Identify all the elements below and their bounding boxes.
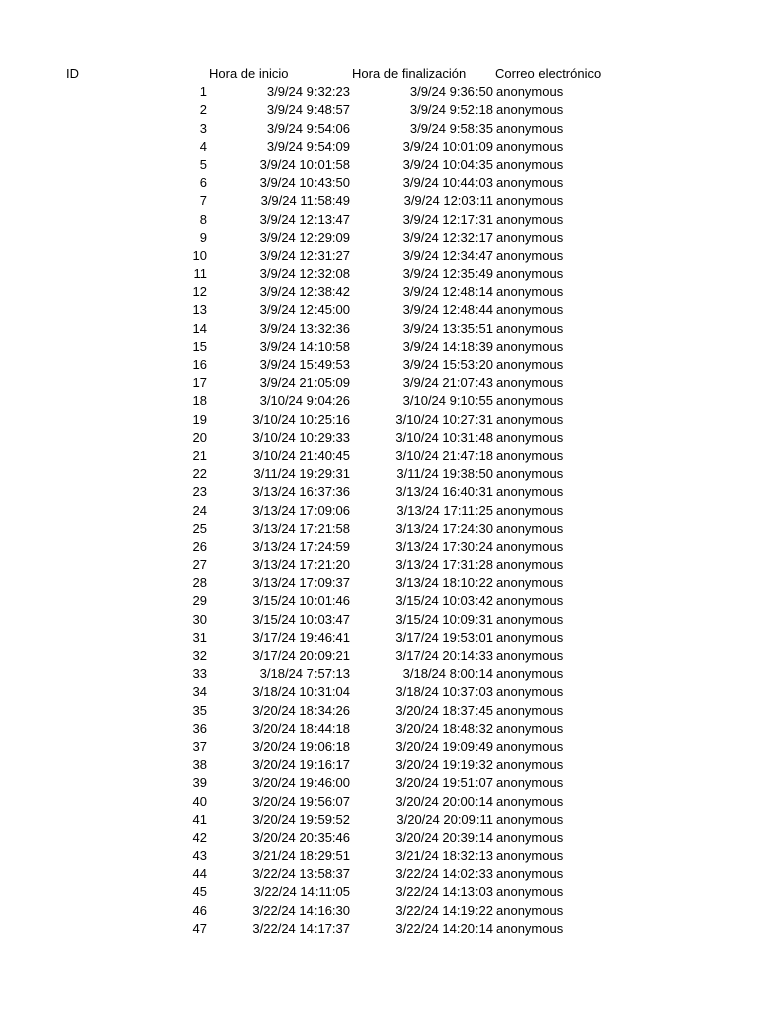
cell-end-time: 3/15/24 10:03:42 — [395, 593, 493, 609]
table-row — [0, 538, 768, 556]
cell-end-time: 3/9/24 12:35:49 — [402, 266, 493, 282]
cell-start-time: 3/20/24 19:46:00 — [252, 775, 350, 791]
cell-start-time: 3/18/24 7:57:13 — [259, 666, 350, 682]
cell-email: anonymous — [496, 302, 564, 318]
cell-email: anonymous — [496, 84, 564, 100]
cell-end-time: 3/9/24 12:03:11 — [403, 193, 493, 209]
table-row — [0, 738, 768, 756]
cell-id: 20 — [192, 429, 207, 445]
cell-end-time: 3/13/24 17:30:24 — [395, 538, 493, 554]
cell-start-time: 3/13/24 17:09:37 — [252, 575, 350, 591]
cell-start-time: 3/20/24 19:16:17 — [252, 757, 350, 773]
cell-end-time: 3/13/24 18:10:22 — [395, 575, 493, 591]
cell-id: 9 — [199, 229, 207, 245]
cell-id: 37 — [192, 738, 207, 754]
cell-start-time: 3/13/24 17:21:20 — [252, 557, 350, 573]
cell-email: anonymous — [496, 175, 564, 191]
table-row — [0, 502, 768, 520]
cell-start-time: 3/11/24 19:29:31 — [253, 466, 350, 482]
cell-id: 47 — [192, 920, 207, 936]
cell-id: 41 — [192, 811, 207, 827]
cell-id: 46 — [192, 902, 207, 918]
cell-email: anonymous — [496, 120, 564, 136]
cell-id: 10 — [192, 247, 207, 263]
cell-end-time: 3/9/24 9:36:50 — [409, 84, 493, 100]
cell-end-time: 3/10/24 10:27:31 — [395, 411, 493, 427]
cell-end-time: 3/20/24 20:39:14 — [395, 829, 493, 845]
table-row — [0, 83, 768, 101]
cell-id: 5 — [199, 156, 207, 172]
table-row — [0, 665, 768, 683]
table-body — [0, 83, 768, 938]
cell-start-time: 3/18/24 10:31:04 — [252, 684, 350, 700]
cell-email: anonymous — [496, 720, 564, 736]
cell-start-time: 3/9/24 12:13:47 — [259, 211, 350, 227]
cell-end-time: 3/20/24 20:00:14 — [395, 793, 493, 809]
table-row — [0, 756, 768, 774]
table-row — [0, 120, 768, 138]
cell-id: 29 — [192, 593, 207, 609]
cell-email: anonymous — [496, 466, 564, 482]
cell-start-time: 3/9/24 12:38:42 — [259, 284, 350, 300]
cell-start-time: 3/10/24 10:25:16 — [252, 411, 350, 427]
cell-end-time: 3/9/24 10:04:35 — [402, 156, 493, 172]
cell-id: 3 — [199, 120, 207, 136]
cell-end-time: 3/17/24 19:53:01 — [395, 629, 493, 645]
cell-email: anonymous — [496, 502, 564, 518]
table-row — [0, 392, 768, 410]
cell-start-time: 3/9/24 12:32:08 — [259, 266, 350, 282]
cell-start-time: 3/20/24 19:56:07 — [252, 793, 350, 809]
cell-end-time: 3/9/24 21:07:43 — [402, 375, 493, 391]
table-row — [0, 138, 768, 156]
cell-email: anonymous — [496, 593, 564, 609]
table-row — [0, 520, 768, 538]
table-row — [0, 483, 768, 501]
cell-start-time: 3/22/24 14:17:37 — [252, 920, 350, 936]
cell-email: anonymous — [496, 866, 564, 882]
cell-id: 44 — [192, 866, 207, 882]
table-row — [0, 283, 768, 301]
cell-end-time: 3/11/24 19:38:50 — [396, 466, 493, 482]
cell-start-time: 3/22/24 14:11:05 — [253, 884, 350, 900]
cell-start-time: 3/20/24 20:35:46 — [252, 829, 350, 845]
cell-id: 21 — [192, 447, 207, 463]
cell-id: 16 — [192, 357, 207, 372]
cell-end-time: 3/13/24 17:31:28 — [395, 557, 493, 573]
cell-email: anonymous — [496, 429, 564, 445]
cell-id: 23 — [192, 484, 207, 500]
table-row — [0, 411, 768, 429]
cell-end-time: 3/22/24 14:02:33 — [395, 866, 493, 882]
cell-email: anonymous — [496, 447, 564, 463]
cell-email: anonymous — [496, 611, 564, 627]
table-row — [0, 374, 768, 392]
cell-end-time: 3/13/24 17:24:30 — [395, 520, 493, 536]
cell-email: anonymous — [496, 848, 564, 864]
cell-end-time: 3/20/24 19:51:07 — [395, 775, 493, 791]
cell-start-time: 3/9/24 9:54:06 — [266, 120, 350, 136]
table-row — [0, 211, 768, 229]
cell-end-time: 3/9/24 12:48:44 — [402, 302, 493, 318]
cell-start-time: 3/20/24 19:06:18 — [252, 738, 350, 754]
cell-start-time: 3/13/24 17:24:59 — [252, 538, 350, 554]
cell-email: anonymous — [496, 520, 564, 536]
cell-end-time: 3/22/24 14:20:14 — [395, 920, 493, 936]
cell-id: 12 — [192, 284, 207, 300]
cell-email: anonymous — [496, 702, 564, 718]
cell-id: 39 — [192, 775, 207, 791]
cell-start-time: 3/9/24 12:45:00 — [259, 302, 350, 318]
cell-start-time: 3/9/24 9:48:57 — [266, 102, 350, 118]
cell-id: 35 — [192, 702, 207, 718]
cell-end-time: 3/9/24 9:52:18 — [409, 102, 493, 118]
cell-id: 33 — [192, 666, 207, 682]
cell-start-time: 3/15/24 10:01:46 — [252, 593, 350, 609]
cell-start-time: 3/10/24 9:04:26 — [259, 393, 350, 409]
header-start-time: Hora de inicio — [209, 66, 289, 81]
table-row — [0, 156, 768, 174]
table-row — [0, 611, 768, 629]
cell-start-time: 3/9/24 11:58:49 — [260, 193, 350, 209]
cell-email: anonymous — [496, 411, 564, 427]
cell-email: anonymous — [496, 829, 564, 845]
cell-end-time: 3/10/24 9:10:55 — [402, 393, 493, 409]
table-row — [0, 847, 768, 865]
cell-start-time: 3/17/24 19:46:41 — [252, 629, 350, 645]
table-row — [0, 720, 768, 738]
cell-id: 17 — [192, 375, 207, 391]
cell-end-time: 3/20/24 19:09:49 — [395, 738, 493, 754]
cell-id: 42 — [192, 829, 207, 845]
table-row — [0, 574, 768, 592]
cell-email: anonymous — [496, 102, 564, 118]
cell-id: 1 — [199, 84, 207, 100]
cell-start-time: 3/15/24 10:03:47 — [252, 611, 350, 627]
cell-id: 8 — [199, 211, 207, 227]
cell-email: anonymous — [496, 538, 564, 554]
header-id: ID — [66, 66, 79, 81]
cell-email: anonymous — [496, 247, 564, 263]
cell-email: anonymous — [496, 884, 564, 900]
cell-end-time: 3/13/24 17:11:25 — [396, 502, 493, 518]
cell-email: anonymous — [496, 320, 564, 336]
table-row — [0, 265, 768, 283]
table-row — [0, 902, 768, 920]
cell-start-time: 3/22/24 14:16:30 — [252, 902, 350, 918]
cell-end-time: 3/9/24 10:01:09 — [402, 138, 493, 154]
cell-email: anonymous — [496, 338, 564, 354]
cell-end-time: 3/15/24 10:09:31 — [395, 611, 493, 627]
cell-email: anonymous — [496, 666, 564, 682]
cell-id: 25 — [192, 520, 207, 536]
cell-end-time: 3/17/24 20:14:33 — [395, 648, 493, 663]
cell-id: 6 — [199, 175, 207, 191]
cell-end-time: 3/9/24 12:34:47 — [402, 247, 493, 263]
cell-end-time: 3/10/24 10:31:48 — [395, 429, 493, 445]
cell-id: 7 — [199, 193, 207, 209]
cell-email: anonymous — [496, 738, 564, 754]
cell-start-time: 3/20/24 19:59:52 — [252, 811, 350, 827]
cell-email: anonymous — [496, 575, 564, 591]
cell-id: 19 — [192, 411, 207, 427]
table-row — [0, 629, 768, 647]
table-row — [0, 811, 768, 829]
table-row — [0, 793, 768, 811]
cell-end-time: 3/13/24 16:40:31 — [395, 484, 493, 500]
table-row — [0, 883, 768, 901]
cell-id: 28 — [192, 575, 207, 591]
cell-start-time: 3/13/24 17:21:58 — [252, 520, 350, 536]
cell-email: anonymous — [496, 557, 564, 573]
cell-end-time: 3/9/24 12:17:31 — [402, 211, 493, 227]
cell-id: 36 — [192, 720, 207, 736]
cell-end-time: 3/20/24 18:48:32 — [395, 720, 493, 736]
cell-email: anonymous — [496, 229, 564, 245]
table-row — [0, 356, 768, 374]
cell-id: 26 — [192, 538, 207, 554]
table-row — [0, 247, 768, 265]
cell-end-time: 3/22/24 14:19:22 — [395, 902, 493, 918]
cell-end-time: 3/9/24 15:53:20 — [402, 357, 493, 372]
table-row — [0, 702, 768, 720]
table-row — [0, 338, 768, 356]
cell-id: 2 — [199, 102, 207, 118]
cell-end-time: 3/20/24 18:37:45 — [395, 702, 493, 718]
cell-start-time: 3/21/24 18:29:51 — [252, 848, 350, 864]
cell-start-time: 3/10/24 21:40:45 — [252, 447, 350, 463]
header-end-time: Hora de finalización — [352, 66, 467, 81]
table-row — [0, 683, 768, 701]
table-row — [0, 647, 768, 665]
table-row — [0, 774, 768, 792]
cell-end-time: 3/18/24 10:37:03 — [395, 684, 493, 700]
cell-end-time: 3/20/24 19:19:32 — [395, 757, 493, 773]
cell-end-time: 3/9/24 12:48:14 — [402, 284, 493, 300]
cell-email: anonymous — [496, 484, 564, 500]
cell-start-time: 3/9/24 9:32:23 — [266, 84, 350, 100]
cell-id: 22 — [192, 466, 207, 482]
cell-email: anonymous — [496, 757, 564, 773]
cell-email: anonymous — [496, 684, 564, 700]
cell-start-time: 3/9/24 12:31:27 — [259, 247, 350, 263]
cell-end-time: 3/9/24 10:44:03 — [402, 175, 493, 191]
cell-start-time: 3/20/24 18:44:18 — [252, 720, 350, 736]
cell-start-time: 3/22/24 13:58:37 — [252, 866, 350, 882]
cell-email: anonymous — [496, 156, 564, 172]
cell-start-time: 3/20/24 18:34:26 — [252, 702, 350, 718]
cell-end-time: 3/21/24 18:32:13 — [395, 848, 493, 864]
table-row — [0, 465, 768, 483]
cell-end-time: 3/9/24 14:18:39 — [402, 338, 493, 354]
cell-id: 14 — [192, 320, 207, 336]
table-row — [0, 101, 768, 119]
cell-email: anonymous — [496, 211, 564, 227]
cell-id: 38 — [192, 757, 207, 773]
cell-start-time: 3/13/24 16:37:36 — [252, 484, 350, 500]
cell-start-time: 3/9/24 10:01:58 — [259, 156, 350, 172]
cell-end-time: 3/9/24 9:58:35 — [409, 120, 493, 136]
cell-id: 4 — [199, 138, 207, 154]
cell-email: anonymous — [496, 648, 564, 663]
cell-start-time: 3/10/24 10:29:33 — [252, 429, 350, 445]
cell-id: 31 — [192, 629, 207, 645]
cell-id: 34 — [192, 684, 207, 700]
response-table — [0, 65, 768, 938]
cell-id: 40 — [192, 793, 207, 809]
table-row — [0, 301, 768, 319]
cell-end-time: 3/9/24 13:35:51 — [402, 320, 493, 336]
cell-id: 43 — [192, 848, 207, 864]
cell-id: 15 — [192, 338, 207, 354]
table-row — [0, 192, 768, 210]
cell-email: anonymous — [496, 357, 564, 372]
cell-end-time: 3/18/24 8:00:14 — [402, 666, 493, 682]
cell-start-time: 3/9/24 15:49:53 — [259, 357, 350, 372]
cell-email: anonymous — [496, 920, 564, 936]
cell-end-time: 3/22/24 14:13:03 — [395, 884, 493, 900]
table-row — [0, 320, 768, 338]
cell-email: anonymous — [496, 629, 564, 645]
table-row — [0, 556, 768, 574]
cell-id: 13 — [192, 302, 207, 318]
cell-id: 45 — [192, 884, 207, 900]
table-row — [0, 447, 768, 465]
cell-email: anonymous — [496, 266, 564, 282]
cell-id: 30 — [192, 611, 207, 627]
cell-email: anonymous — [496, 793, 564, 809]
cell-start-time: 3/17/24 20:09:21 — [252, 648, 350, 663]
table-row — [0, 829, 768, 847]
table-row — [0, 920, 768, 938]
cell-id: 27 — [192, 557, 207, 573]
cell-start-time: 3/9/24 10:43:50 — [259, 175, 350, 191]
cell-end-time: 3/20/24 20:09:11 — [396, 811, 493, 827]
cell-id: 32 — [192, 648, 207, 663]
cell-email: anonymous — [496, 811, 564, 827]
cell-email: anonymous — [496, 284, 564, 300]
header-row — [0, 65, 768, 83]
cell-email: anonymous — [496, 902, 564, 918]
table-row — [0, 865, 768, 883]
cell-email: anonymous — [496, 393, 564, 409]
cell-start-time: 3/9/24 14:10:58 — [259, 338, 350, 354]
cell-start-time: 3/9/24 21:05:09 — [259, 375, 350, 391]
cell-email: anonymous — [496, 193, 564, 209]
table-row — [0, 592, 768, 610]
cell-email: anonymous — [496, 138, 564, 154]
cell-start-time: 3/9/24 13:32:36 — [259, 320, 350, 336]
cell-email: anonymous — [496, 775, 564, 791]
cell-start-time: 3/9/24 12:29:09 — [259, 229, 350, 245]
cell-start-time: 3/9/24 9:54:09 — [266, 138, 350, 154]
header-email: Correo electrónico — [495, 66, 602, 81]
cell-id: 24 — [192, 502, 207, 518]
cell-end-time: 3/9/24 12:32:17 — [402, 229, 493, 245]
table-row — [0, 429, 768, 447]
table-row — [0, 229, 768, 247]
cell-id: 11 — [193, 266, 207, 282]
cell-start-time: 3/13/24 17:09:06 — [252, 502, 350, 518]
table-row — [0, 174, 768, 192]
cell-end-time: 3/10/24 21:47:18 — [395, 447, 493, 463]
cell-id: 18 — [192, 393, 207, 409]
cell-email: anonymous — [496, 375, 564, 391]
